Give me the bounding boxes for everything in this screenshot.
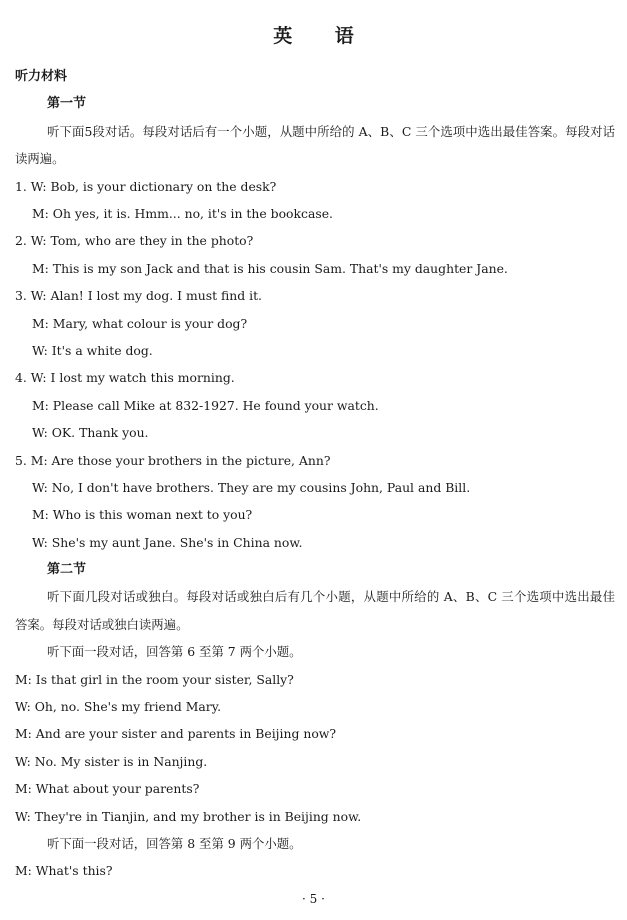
dialogue-line: W: OK. Thank you. (32, 425, 149, 441)
dialogue-line: M: What about your parents? (15, 781, 200, 797)
dialogue-line: W: It's a white dog. (32, 342, 153, 358)
dialogue-line: M: This is my son Jack and that is his cousin Sam. That's my daughter Jane. (32, 260, 508, 276)
dialogue-line: 1. W: Bob, is your dictionary on the desk? (15, 178, 277, 194)
dialogue-line: M: Mary, what colour is your dog? (32, 315, 248, 331)
dialogue-line: W: She's my aunt Jane. She's in China now. (32, 534, 303, 550)
dialogue-line: 4. W: I lost my watch this morning. (15, 370, 235, 386)
document-body (15, 63, 615, 885)
dialogue-line: 2. W: Tom, who are they in the photo? (15, 233, 254, 249)
page-number: · 5 · (302, 892, 325, 906)
part2-heading: 第二节 (47, 562, 87, 578)
part1-heading: 第一节 (47, 96, 87, 112)
dialogue-line: W: No, I don't have brothers. They are my cousins John, Paul and Bill. (32, 479, 471, 495)
section-heading: 听力材料 (15, 69, 68, 84)
page-title: 英 语 (273, 25, 372, 47)
dialogue-line: W: They're in Tianjin, and my brother is in Beijing now. (15, 808, 362, 824)
dialogue-line: M: Is that girl in the room your sister, Sally? (15, 671, 294, 687)
dialogue-line: M: And are your sister and parents in Beijing now? (15, 726, 337, 742)
part2-instructions: 听下面几段对话或独白。每段对话或独白后有几个小题，从题中所给的 A、B、C 三个选项中选出最佳答案。每段对话或独白读两遍。 (15, 589, 615, 632)
dialog-intro: 听下面一段对话，回答第 6 至第 7 两个小题。 (47, 644, 302, 660)
dialogue-line: 3. W: Alan! I lost my dog. I must find it. (15, 288, 262, 304)
dialogue-line: W: Oh, no. She's my friend Mary. (15, 699, 222, 715)
part1-instructions: 听下面5段对话。每段对话后有一个小题，从题中所给的 A、B、C 三个选项中选出最佳答案。每段对话读两遍。 (15, 123, 615, 167)
dialogue-line: 5. M: Are those your brothers in the picture, Ann? (15, 452, 331, 468)
dialogue-line: W: No. My sister is in Nanjing. (15, 753, 208, 769)
dialogue-line: M: Who is this woman next to you? (32, 507, 253, 523)
dialogue-line: M: Oh yes, it is. Hmm... no, it's in the bookcase. (32, 205, 333, 221)
dialogue-line: M: Please call Mike at 832-1927. He found your watch. (32, 397, 379, 413)
dialog-intro: 听下面一段对话，回答第 8 至第 9 两个小题。 (47, 836, 302, 851)
dialogue-line: M: What's this? (15, 863, 113, 879)
